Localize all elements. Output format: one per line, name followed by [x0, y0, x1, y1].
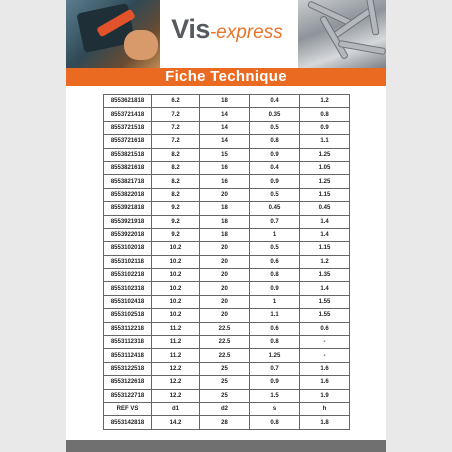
table-cell: 0.8: [250, 269, 300, 282]
page-title: Fiche Technique: [165, 68, 287, 85]
table-cell: d2: [200, 402, 250, 415]
table-cell: 22.5: [200, 322, 250, 335]
table-cell: 14: [200, 108, 250, 121]
table-cell: 12.2: [152, 362, 200, 375]
table-cell: -: [300, 349, 350, 362]
table-cell: 0.9: [250, 175, 300, 188]
table-cell: 1: [250, 228, 300, 241]
logo-sub: -express: [209, 22, 283, 43]
table-cell: 8.2: [152, 148, 200, 161]
table-cell: 1.6: [300, 362, 350, 375]
table-cell: 8553122718: [104, 389, 152, 402]
tools-photo: [66, 0, 160, 68]
table-cell: 9.2: [152, 215, 200, 228]
table-cell: 11.2: [152, 336, 200, 349]
table-cell: 8553921818: [104, 202, 152, 215]
table-cell: 20: [200, 295, 250, 308]
table-cell: 20: [200, 242, 250, 255]
table-cell: 10.2: [152, 269, 200, 282]
table-cell: 1.2: [300, 255, 350, 268]
table-cell: 16: [200, 161, 250, 174]
table-cell: 25: [200, 376, 250, 389]
table-cell: 28: [200, 416, 250, 429]
table-cell: 8553102118: [104, 255, 152, 268]
table-cell: s: [250, 402, 300, 415]
table-row: [104, 242, 350, 255]
table-cell: 8553721418: [104, 108, 152, 121]
table-cell: 1: [250, 295, 300, 308]
table-row: [104, 175, 350, 188]
table-cell: 7.2: [152, 135, 200, 148]
table-cell: 1.55: [300, 309, 350, 322]
table-cell: 18: [200, 215, 250, 228]
table-cell: 0.6: [250, 255, 300, 268]
table-cell: 20: [200, 282, 250, 295]
brand-logo: [162, 14, 292, 50]
spec-table: [103, 94, 350, 430]
table-row: [104, 309, 350, 322]
table-cell: 8553721618: [104, 135, 152, 148]
table-row: [104, 336, 350, 349]
table-cell: 1.55: [300, 295, 350, 308]
table-cell: 6.2: [152, 95, 200, 108]
table-cell: 1.9: [300, 389, 350, 402]
table-cell: 0.5: [250, 188, 300, 201]
table-cell: 20: [200, 255, 250, 268]
table-cell: 8553621818: [104, 95, 152, 108]
table-row: [104, 349, 350, 362]
table-row: [104, 416, 350, 429]
table-row: [104, 295, 350, 308]
table-cell: 0.9: [250, 148, 300, 161]
table-cell: 15: [200, 148, 250, 161]
table-cell: 20: [200, 269, 250, 282]
table-row: [104, 389, 350, 402]
table-cell: 0.9: [300, 121, 350, 134]
table-cell: 8553102318: [104, 282, 152, 295]
table-cell: 8553821518: [104, 148, 152, 161]
table-cell: 7.2: [152, 121, 200, 134]
table-row: [104, 95, 350, 108]
table-cell: 0.9: [250, 282, 300, 295]
title-banner: [66, 68, 386, 86]
table-cell: 0.8: [250, 135, 300, 148]
table-row: [104, 121, 350, 134]
table-cell: 8553821718: [104, 175, 152, 188]
table-cell: 1.25: [300, 148, 350, 161]
table-cell: -: [300, 336, 350, 349]
table-cell: 10.2: [152, 309, 200, 322]
table-cell: 25: [200, 389, 250, 402]
table-cell: 10.2: [152, 295, 200, 308]
table-cell: d1: [152, 402, 200, 415]
table-row: [104, 402, 350, 415]
table-cell: 1.8: [300, 416, 350, 429]
table-row: [104, 255, 350, 268]
table-cell: 1.5: [250, 389, 300, 402]
table-cell: 12.2: [152, 376, 200, 389]
table-cell: 8553112218: [104, 322, 152, 335]
table-cell: 10.2: [152, 255, 200, 268]
table-cell: h: [300, 402, 350, 415]
table-cell: 8553122518: [104, 362, 152, 375]
table-row: [104, 202, 350, 215]
table-cell: 8553102018: [104, 242, 152, 255]
table-cell: 8.2: [152, 175, 200, 188]
table-cell: 20: [200, 309, 250, 322]
table-cell: 1.25: [300, 175, 350, 188]
screws-photo: [298, 0, 386, 68]
table-cell: 1.1: [300, 135, 350, 148]
table-row: [104, 282, 350, 295]
table-cell: 1.35: [300, 269, 350, 282]
table-cell: 1.2: [300, 95, 350, 108]
table-row: [104, 188, 350, 201]
table-cell: 11.2: [152, 349, 200, 362]
table-cell: 18: [200, 202, 250, 215]
table-row: [104, 161, 350, 174]
table-cell: 10.2: [152, 242, 200, 255]
table-cell: 9.2: [152, 202, 200, 215]
table-cell: 11.2: [152, 322, 200, 335]
table-cell: 8553102218: [104, 269, 152, 282]
table-row: [104, 376, 350, 389]
table-cell: 14: [200, 121, 250, 134]
table-cell: 1.1: [250, 309, 300, 322]
table-cell: 0.4: [250, 161, 300, 174]
footer-bar: [66, 440, 386, 452]
table-row: [104, 322, 350, 335]
table-cell: 1.25: [250, 349, 300, 362]
table-cell: 22.5: [200, 336, 250, 349]
table-cell: 1.6: [300, 376, 350, 389]
table-cell: 8553112418: [104, 349, 152, 362]
table-cell: 1.15: [300, 242, 350, 255]
table-cell: 8553821618: [104, 161, 152, 174]
table-cell: 0.35: [250, 108, 300, 121]
table-row: [104, 269, 350, 282]
table-cell: 8553721518: [104, 121, 152, 134]
table-cell: 0.7: [250, 362, 300, 375]
table-cell: 0.4: [250, 95, 300, 108]
table-row: [104, 135, 350, 148]
table-cell: 18: [200, 228, 250, 241]
table-cell: 8553102418: [104, 295, 152, 308]
table-cell: 0.8: [250, 416, 300, 429]
table-cell: 8.2: [152, 188, 200, 201]
table-cell: 1.15: [300, 188, 350, 201]
table-cell: 8553122618: [104, 376, 152, 389]
table-cell: 8553822018: [104, 188, 152, 201]
table-row: [104, 228, 350, 241]
table-cell: 0.7: [250, 215, 300, 228]
table-cell: 0.5: [250, 242, 300, 255]
table-cell: 25: [200, 362, 250, 375]
table-cell: 0.45: [250, 202, 300, 215]
table-cell: 7.2: [152, 108, 200, 121]
table-row: [104, 215, 350, 228]
table-cell: 1.4: [300, 215, 350, 228]
logo-main: Vis: [171, 14, 210, 44]
table-cell: 20: [200, 188, 250, 201]
table-cell: 0.45: [300, 202, 350, 215]
table-row: [104, 108, 350, 121]
table-cell: 1.4: [300, 228, 350, 241]
spec-sheet: [66, 0, 386, 452]
table-cell: 8553102518: [104, 309, 152, 322]
table-cell: 0.5: [250, 121, 300, 134]
table-cell: 12.2: [152, 389, 200, 402]
table-cell: 14.2: [152, 416, 200, 429]
table-cell: REF VS: [104, 402, 152, 415]
table-cell: 0.9: [250, 376, 300, 389]
table-cell: 18: [200, 95, 250, 108]
table-cell: 22.5: [200, 349, 250, 362]
table-cell: 0.6: [250, 322, 300, 335]
table-row: [104, 362, 350, 375]
table-cell: 1.4: [300, 282, 350, 295]
table-cell: 0.8: [300, 108, 350, 121]
table-cell: 8553142818: [104, 416, 152, 429]
table-cell: 8553112318: [104, 336, 152, 349]
header: [66, 0, 386, 68]
table-cell: 8.2: [152, 161, 200, 174]
table-cell: 14: [200, 135, 250, 148]
table-cell: 9.2: [152, 228, 200, 241]
table-cell: 0.8: [250, 336, 300, 349]
table-cell: 10.2: [152, 282, 200, 295]
table-cell: 8553922018: [104, 228, 152, 241]
table-cell: 8553921918: [104, 215, 152, 228]
table-cell: 16: [200, 175, 250, 188]
spec-table-container: [103, 94, 349, 430]
table-cell: 1.05: [300, 161, 350, 174]
table-cell: 0.6: [300, 322, 350, 335]
table-row: [104, 148, 350, 161]
